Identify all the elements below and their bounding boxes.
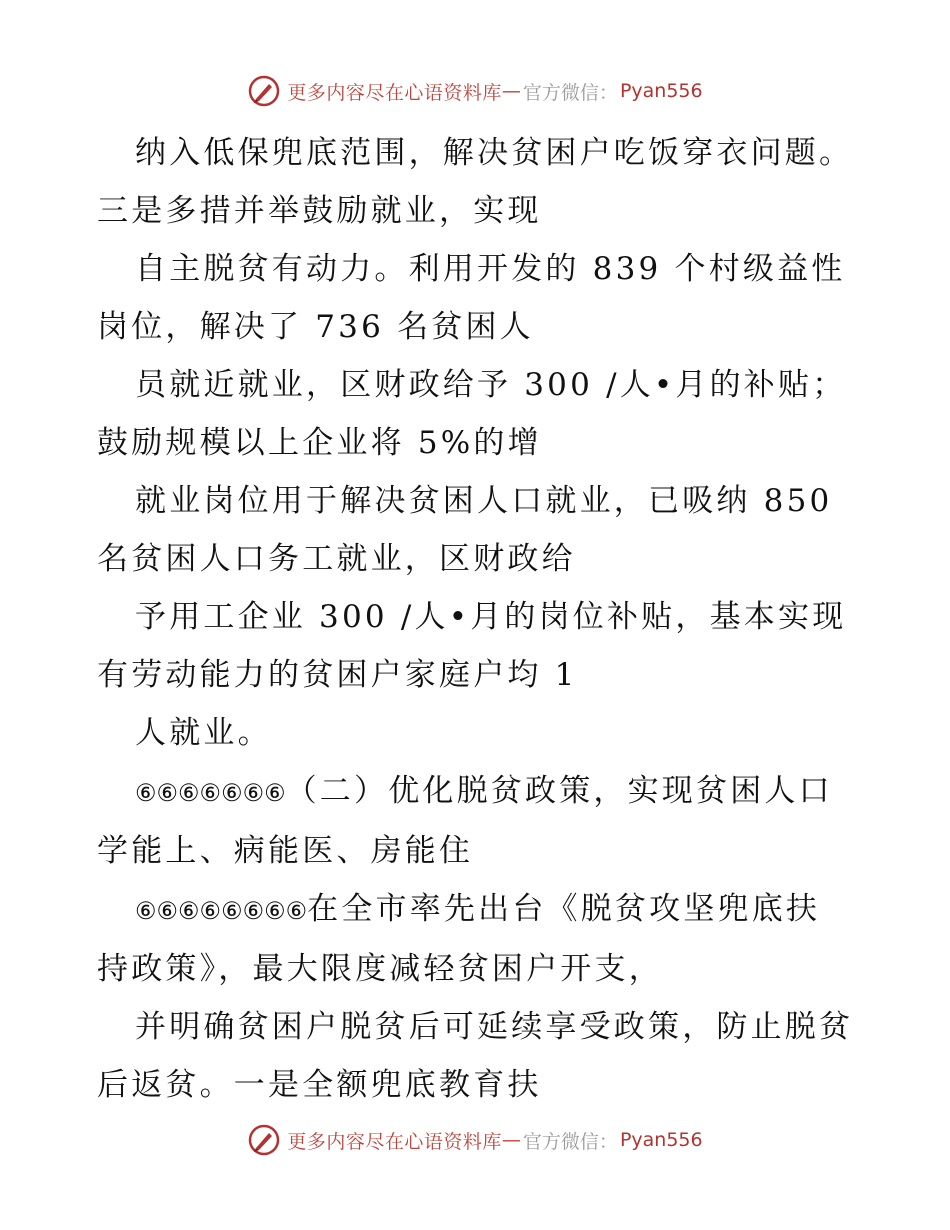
- paragraph-line: 名贫困人口务工就业，区财政给: [97, 541, 576, 577]
- paragraph-line: 员就近就业，区财政给予 300 /人•月的补贴；: [135, 367, 847, 403]
- watermark-wechat-label: 官方微信：: [522, 81, 618, 104]
- paragraph-line: [97, 762, 887, 822]
- watermark-separator: —: [501, 80, 521, 102]
- paragraph-section-heading: [97, 762, 887, 880]
- paragraph-line: 自主脱贫有动力。利用开发的 839 个村级益性: [135, 251, 846, 287]
- paragraph-line: 岗位，解决了 736 名贫困人: [97, 309, 534, 345]
- paragraph: [97, 240, 887, 356]
- section-heading-text: （二）优化脱贫政策，实现贫困人口: [285, 773, 833, 809]
- pen-logo-icon: [247, 74, 281, 108]
- header-watermark: [0, 71, 950, 111]
- paragraph-line: [97, 880, 887, 940]
- watermark-wechat-id: Pyan556: [619, 1129, 703, 1151]
- paragraph: [97, 124, 887, 240]
- paragraph-line: 人就业。: [135, 715, 272, 751]
- watermark-separator: —: [501, 1129, 521, 1151]
- paragraph-line: 鼓励规模以上企业将 5%的增: [97, 425, 542, 461]
- paragraph: [97, 472, 887, 588]
- paragraph-line: 纳入低保兜底范围，解决贫困户吃饭穿衣问题。: [135, 135, 854, 171]
- watermark-wechat-id: Pyan556: [619, 80, 703, 102]
- footer-watermark: [0, 1120, 950, 1160]
- paragraph-text: 在全市率先出台《脱贫攻坚兜底扶: [307, 891, 821, 927]
- paragraph-line: 并明确贫困户脱贫后可延续享受政策，防止脱贫: [135, 1009, 854, 1045]
- document-body: [97, 124, 887, 1114]
- paragraph: [97, 588, 887, 704]
- paragraph: [97, 998, 887, 1114]
- garbled-marks: ⑥⑥⑥⑥⑥⑥⑥: [135, 779, 286, 807]
- watermark-main-text: 更多内容尽在心语资料库: [287, 81, 502, 104]
- pen-logo-icon: [247, 1123, 281, 1157]
- watermark-wechat-label: 官方微信：: [522, 1130, 618, 1153]
- paragraph: [97, 880, 887, 998]
- watermark-main-text: 更多内容尽在心语资料库: [287, 1130, 502, 1153]
- paragraph-line: 有劳动能力的贫困户家庭户均 1: [97, 657, 578, 693]
- garbled-marks: ⑥⑥⑥⑥⑥⑥⑥⑥: [135, 897, 308, 925]
- paragraph-line: 持政策》，最大限度减轻贫困户开支，: [97, 951, 663, 987]
- paragraph-line: 三是多措并举鼓励就业，实现: [97, 193, 542, 229]
- paragraph-line: 后返贫。一是全额兜底教育扶: [97, 1067, 542, 1103]
- paragraph-line: 就业岗位用于解决贫困人口就业，已吸纳 850: [135, 483, 833, 519]
- paragraph-line: 予用工企业 300 /人•月的岗位补贴，基本实现: [135, 599, 847, 635]
- paragraph: [97, 356, 887, 472]
- paragraph-line: 学能上、病能医、房能住: [97, 833, 474, 869]
- paragraph: [97, 704, 887, 762]
